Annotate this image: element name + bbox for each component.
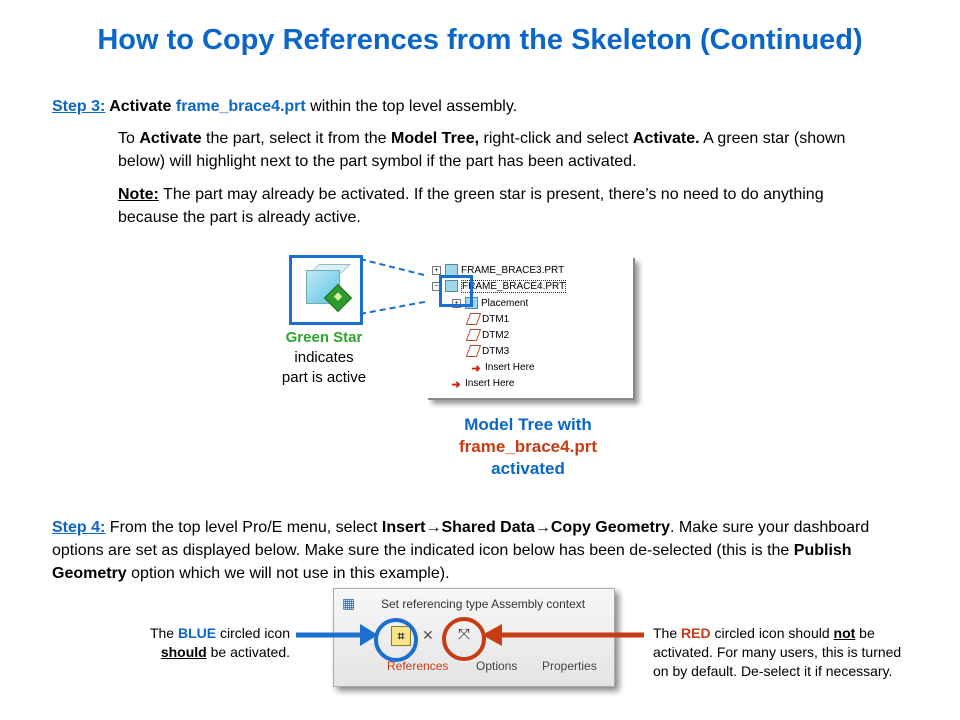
text-underline: not (833, 625, 856, 641)
tree-row-dtm3[interactable] (468, 345, 509, 359)
tree-row-label: Insert Here (485, 362, 535, 373)
green-star-zoom (289, 255, 363, 325)
text-blue: BLUE (177, 625, 217, 641)
menu-copy-geometry: Copy Geometry (550, 519, 670, 536)
tree-row-label: Placement (481, 298, 529, 309)
tree-row-label: FRAME_BRACE4.PRT (462, 281, 566, 292)
menu-insert: Insert (381, 519, 426, 536)
text: circled icon (216, 625, 290, 641)
tree-row-label: DTM2 (482, 330, 510, 341)
caption-line: Model Tree with (464, 415, 592, 434)
blue-pointer-arrow (292, 622, 382, 648)
arrow-icon: → (534, 519, 551, 536)
page-title: How to Copy References from the Skeleton (Continued) (97, 24, 863, 56)
arrow-icon: → (425, 519, 442, 536)
step4-label: Step 4: (52, 519, 106, 536)
tab-references[interactable]: References (387, 659, 449, 673)
close-icon[interactable]: ✕ (422, 627, 434, 643)
tree-row-dtm1[interactable] (468, 313, 509, 327)
text: be activated. (206, 644, 290, 660)
collapse-icon[interactable]: − (432, 282, 441, 291)
text-bold: Model Tree, (391, 130, 480, 147)
tree-row-insert-here-outer[interactable] (450, 377, 514, 391)
model-tree-caption (428, 414, 628, 480)
datum-plane-icon (466, 345, 481, 357)
caption-line: part is active (281, 369, 367, 386)
green-star-label: Green Star (285, 329, 363, 346)
text: A green star (shown below) will highlight next to the part symbol if the part has been activated. (118, 130, 846, 170)
step3-paragraph (118, 127, 888, 173)
blue-icon-note (140, 624, 290, 662)
menu-shared-data: Shared Data (441, 519, 535, 536)
text-bold: Activate. (632, 130, 700, 147)
text: the part, select it from the (201, 130, 392, 147)
caption-line: activated (491, 459, 565, 478)
text: From the top level Pro/E menu, select (105, 519, 382, 536)
text: . Make sure your dashboard options are set as displayed below. Make sure the indicated icon below has been de-selected (this is the (52, 519, 870, 559)
caption-part-name: frame_brace4.prt (459, 437, 597, 456)
caption-line: indicates (294, 349, 354, 366)
datum-plane-icon (466, 313, 481, 325)
text-red: RED (681, 625, 711, 641)
step3-activate-word: Activate (105, 98, 176, 115)
text: be activated. For many users, this is turned on by default. De-select it if necessary. (653, 625, 902, 679)
dashboard-logo-icon: ▦ (342, 595, 356, 611)
step4-paragraph (52, 516, 902, 585)
text: To (118, 130, 140, 147)
tree-row-dtm2[interactable] (468, 329, 509, 343)
tree-row-label: Insert Here (465, 378, 515, 389)
insert-here-arrow-icon: ➜ (471, 363, 481, 376)
tree-row-label: DTM3 (482, 346, 510, 357)
text: right-click and select (479, 130, 633, 147)
expand-icon[interactable]: + (432, 266, 441, 275)
note-label: Note: (118, 186, 159, 203)
tree-row-label: FRAME_BRACE3.PRT (461, 265, 565, 276)
green-star-caption (262, 328, 386, 388)
dashboard-title: Set referencing type Assembly context (381, 597, 586, 611)
step3-label: Step 3: (52, 98, 106, 115)
expand-icon[interactable]: + (452, 299, 461, 308)
tab-options[interactable]: Options (476, 659, 518, 673)
text: The (653, 625, 682, 641)
tree-row-insert-here-inner[interactable] (470, 361, 534, 375)
reference-icon[interactable]: ⌗ (391, 626, 411, 646)
red-pointer-arrow (478, 622, 648, 648)
note-text: The part may already be activated. If the green star is present, there’s no need to do anything because the part is already active. (118, 186, 824, 226)
text: option which we will not use in this example). (126, 565, 450, 582)
step3-line-end: within the top level assembly. (305, 98, 518, 115)
step3-heading (52, 95, 912, 118)
insert-here-arrow-icon: ➜ (451, 379, 461, 392)
text: The (149, 625, 178, 641)
text-bold: Publish Geometry (52, 542, 852, 582)
datum-plane-icon (466, 329, 481, 341)
red-icon-note (653, 624, 903, 681)
active-part-highlight (439, 275, 473, 307)
tree-row-label: DTM1 (482, 314, 510, 325)
step3-note (118, 183, 888, 229)
text: circled icon should (710, 625, 834, 641)
step3-part-name: frame_brace4.prt (175, 98, 306, 115)
tab-properties[interactable]: Properties (542, 659, 597, 673)
text-bold: Activate (139, 130, 202, 147)
text-underline: should (160, 644, 207, 660)
publish-geometry-icon[interactable]: ⤧ (457, 626, 470, 643)
